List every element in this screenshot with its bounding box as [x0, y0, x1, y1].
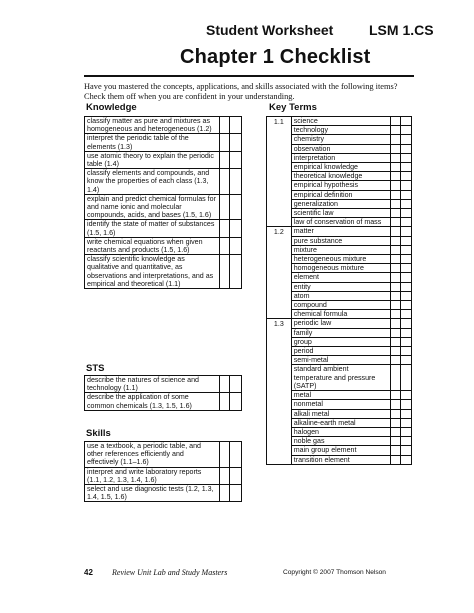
- key-term: noble gas: [291, 437, 390, 446]
- worksheet-label: Student Worksheet: [206, 22, 334, 38]
- checkbox-cell[interactable]: [230, 467, 242, 484]
- checkbox-cell[interactable]: [401, 190, 412, 199]
- checkbox-cell[interactable]: [390, 273, 401, 282]
- key-term-section: 1.2: [267, 227, 292, 319]
- checkbox-cell[interactable]: [390, 264, 401, 273]
- checkbox-cell[interactable]: [230, 194, 242, 220]
- key-term-row: [267, 117, 412, 126]
- checkbox-cell[interactable]: [390, 437, 401, 446]
- checkbox-cell[interactable]: [390, 218, 401, 227]
- key-term: law of conservation of mass: [291, 218, 390, 227]
- checklist-item-text: explain and predict chemical formulas for and name ionic and molecular compounds, acids, and bases (1.5, 1.6): [85, 194, 220, 220]
- checkbox-cell[interactable]: [220, 393, 230, 410]
- checkbox-cell[interactable]: [390, 190, 401, 199]
- key-term: alkaline-earth metal: [291, 418, 390, 427]
- checkbox-cell[interactable]: [220, 485, 230, 502]
- key-term: main group element: [291, 446, 390, 455]
- checklist-row: [85, 134, 242, 151]
- checkbox-cell[interactable]: [220, 151, 230, 168]
- key-term: metal: [291, 391, 390, 400]
- checkbox-cell[interactable]: [390, 135, 401, 144]
- skills-checklist: [84, 441, 242, 502]
- checkbox-cell[interactable]: [390, 328, 401, 337]
- checkbox-cell[interactable]: [230, 134, 242, 151]
- skills-heading: Skills: [86, 428, 111, 439]
- checkbox-cell[interactable]: [230, 237, 242, 254]
- checklist-row: [85, 220, 242, 237]
- checklist-item-text: describe the application of some common chemicals (1.3, 1.5, 1.6): [85, 393, 220, 410]
- key-term: homogeneous mixture: [291, 264, 390, 273]
- title-divider: [84, 75, 414, 77]
- checkbox-cell[interactable]: [220, 467, 230, 484]
- checkbox-cell[interactable]: [390, 245, 401, 254]
- checkbox-cell[interactable]: [230, 220, 242, 237]
- checkbox-cell[interactable]: [401, 255, 412, 264]
- checklist-row: [85, 194, 242, 220]
- checkbox-cell[interactable]: [401, 337, 412, 346]
- checkbox-cell[interactable]: [401, 227, 412, 236]
- worksheet-code: LSM 1.CS: [369, 22, 434, 38]
- checklist-item-text: describe the natures of science and technology (1.1): [85, 376, 220, 393]
- checkbox-cell[interactable]: [390, 144, 401, 153]
- key-term: halogen: [291, 427, 390, 436]
- key-term: compound: [291, 301, 390, 310]
- checkbox-cell[interactable]: [401, 163, 412, 172]
- checkbox-cell[interactable]: [390, 347, 401, 356]
- checkbox-cell[interactable]: [390, 427, 401, 436]
- checkbox-cell[interactable]: [401, 427, 412, 436]
- checkbox-cell[interactable]: [390, 181, 401, 190]
- checkbox-cell[interactable]: [390, 400, 401, 409]
- checkbox-cell[interactable]: [390, 255, 401, 264]
- checkbox-cell[interactable]: [220, 194, 230, 220]
- copyright: Copyright © 2007 Thomson Nelson: [283, 569, 386, 576]
- checkbox-cell[interactable]: [401, 273, 412, 282]
- checkbox-cell[interactable]: [390, 227, 401, 236]
- checklist-row: [85, 255, 242, 289]
- key-term-row: [267, 227, 412, 236]
- checkbox-cell[interactable]: [401, 135, 412, 144]
- key-term: heterogeneous mixture: [291, 255, 390, 264]
- checklist-item-text: classify matter as pure and mixtures as homogeneous and heterogeneous (1.2): [85, 117, 220, 134]
- checklist-row: [85, 467, 242, 484]
- sts-heading: STS: [86, 363, 105, 374]
- checkbox-cell[interactable]: [401, 391, 412, 400]
- checkbox-cell[interactable]: [220, 442, 230, 468]
- key-term: periodic law: [291, 319, 390, 328]
- checklist-row: [85, 393, 242, 410]
- checkbox-cell[interactable]: [390, 409, 401, 418]
- checkbox-cell[interactable]: [401, 446, 412, 455]
- key-term: empirical knowledge: [291, 163, 390, 172]
- checkbox-cell[interactable]: [401, 144, 412, 153]
- checkbox-cell[interactable]: [390, 236, 401, 245]
- checkbox-cell[interactable]: [220, 237, 230, 254]
- checkbox-cell[interactable]: [401, 199, 412, 208]
- key-term: nonmetal: [291, 400, 390, 409]
- checkbox-cell[interactable]: [390, 209, 401, 218]
- checkbox-cell[interactable]: [220, 134, 230, 151]
- checkbox-cell[interactable]: [390, 117, 401, 126]
- checkbox-cell[interactable]: [401, 347, 412, 356]
- book-title: Review Unit Lab and Study Masters: [112, 568, 228, 577]
- checkbox-cell[interactable]: [401, 218, 412, 227]
- checkbox-cell[interactable]: [401, 400, 412, 409]
- checkbox-cell[interactable]: [230, 442, 242, 468]
- key-term: period: [291, 347, 390, 356]
- checkbox-cell[interactable]: [230, 376, 242, 393]
- checkbox-cell[interactable]: [390, 172, 401, 181]
- key-term: group: [291, 337, 390, 346]
- checklist-item-text: use atomic theory to explain the periodic table (1.4): [85, 151, 220, 168]
- key-term: atom: [291, 291, 390, 300]
- checkbox-cell[interactable]: [390, 301, 401, 310]
- checklist-row: [85, 151, 242, 168]
- checkbox-cell[interactable]: [401, 291, 412, 300]
- knowledge-checklist: [84, 116, 242, 289]
- checkbox-cell[interactable]: [401, 181, 412, 190]
- key-term: technology: [291, 126, 390, 135]
- key-term: empirical definition: [291, 190, 390, 199]
- key-term: mixture: [291, 245, 390, 254]
- checkbox-cell[interactable]: [390, 163, 401, 172]
- page-title: Chapter 1 Checklist: [180, 46, 371, 68]
- checkbox-cell[interactable]: [230, 117, 242, 134]
- checkbox-cell[interactable]: [220, 117, 230, 134]
- checkbox-cell[interactable]: [401, 172, 412, 181]
- checkbox-cell[interactable]: [390, 199, 401, 208]
- checkbox-cell[interactable]: [390, 418, 401, 427]
- checkbox-cell[interactable]: [230, 151, 242, 168]
- key-term-section: 1.3: [267, 319, 292, 464]
- checkbox-cell[interactable]: [230, 485, 242, 502]
- key-term-row: [267, 319, 412, 328]
- key-term: standard ambient temperature and pressure (SATP): [291, 365, 390, 391]
- key-term: family: [291, 328, 390, 337]
- checkbox-cell[interactable]: [390, 291, 401, 300]
- intro-text: Have you mastered the concepts, applications, and skills associated with the following items? Check them off when you are confident in your understanding.: [84, 82, 398, 101]
- checklist-item-text: interpret and write laboratory reports (1.1, 1.2, 1.3, 1.4, 1.6): [85, 467, 220, 484]
- checkbox-cell[interactable]: [401, 301, 412, 310]
- key-term: entity: [291, 282, 390, 291]
- checkbox-cell[interactable]: [401, 319, 412, 328]
- checkbox-cell[interactable]: [390, 356, 401, 365]
- key-term-section: 1.1: [267, 117, 292, 227]
- checklist-row: [85, 169, 242, 195]
- checkbox-cell[interactable]: [401, 245, 412, 254]
- checkbox-cell[interactable]: [401, 328, 412, 337]
- key-term: alkali metal: [291, 409, 390, 418]
- checkbox-cell[interactable]: [401, 455, 412, 464]
- checkbox-cell[interactable]: [401, 209, 412, 218]
- checkbox-cell[interactable]: [390, 153, 401, 162]
- page-number: 42: [84, 568, 93, 577]
- checkbox-cell[interactable]: [220, 220, 230, 237]
- checklist-item-text: interpret the periodic table of the elements (1.3): [85, 134, 220, 151]
- checkbox-cell[interactable]: [401, 418, 412, 427]
- checkbox-cell[interactable]: [390, 455, 401, 464]
- checklist-item-text: identify the state of matter of substances (1.5, 1.6): [85, 220, 220, 237]
- key-term: empirical hypothesis: [291, 181, 390, 190]
- key-terms-checklist: [266, 116, 412, 465]
- checklist-row: [85, 376, 242, 393]
- checkbox-cell[interactable]: [401, 126, 412, 135]
- key-term: science: [291, 117, 390, 126]
- checklist-row: [85, 485, 242, 502]
- checklist-item-text: select and use diagnostic tests (1.2, 1.3, 1.4, 1.5, 1.6): [85, 485, 220, 502]
- key-term: observation: [291, 144, 390, 153]
- key-term: element: [291, 273, 390, 282]
- checkbox-cell[interactable]: [401, 236, 412, 245]
- key-term: generalization: [291, 199, 390, 208]
- checklist-item-text: classify scientific knowledge as qualitative and quantitative, as observations and interpretations, and as empirical and theoretical (1.1): [85, 255, 220, 289]
- checklist-item-text: use a textbook, a periodic table, and other references efficiently and effectively (1.1–1.6): [85, 442, 220, 468]
- checklist-item-text: write chemical equations when given reactants and products (1.5, 1.6): [85, 237, 220, 254]
- key-term: pure substance: [291, 236, 390, 245]
- checkbox-cell[interactable]: [230, 393, 242, 410]
- key-term: interpretation: [291, 153, 390, 162]
- checkbox-cell[interactable]: [401, 356, 412, 365]
- key-term: matter: [291, 227, 390, 236]
- checkbox-cell[interactable]: [230, 169, 242, 195]
- checkbox-cell[interactable]: [401, 409, 412, 418]
- checkbox-cell[interactable]: [220, 376, 230, 393]
- checkbox-cell[interactable]: [401, 153, 412, 162]
- key-term: semi-metal: [291, 356, 390, 365]
- checkbox-cell[interactable]: [390, 126, 401, 135]
- checkbox-cell[interactable]: [401, 437, 412, 446]
- checklist-row: [85, 117, 242, 134]
- checkbox-cell[interactable]: [401, 264, 412, 273]
- checkbox-cell[interactable]: [401, 282, 412, 291]
- knowledge-heading: Knowledge: [86, 102, 137, 113]
- checkbox-cell[interactable]: [220, 169, 230, 195]
- key-term: chemical formula: [291, 310, 390, 319]
- checkbox-cell[interactable]: [390, 446, 401, 455]
- checkbox-cell[interactable]: [390, 282, 401, 291]
- checkbox-cell[interactable]: [401, 365, 412, 391]
- key-terms-heading: Key Terms: [269, 102, 317, 113]
- checkbox-cell[interactable]: [230, 255, 242, 289]
- checkbox-cell[interactable]: [390, 310, 401, 319]
- checkbox-cell[interactable]: [401, 310, 412, 319]
- checkbox-cell[interactable]: [220, 255, 230, 289]
- key-term: scientific law: [291, 209, 390, 218]
- checkbox-cell[interactable]: [390, 391, 401, 400]
- key-term: theoretical knowledge: [291, 172, 390, 181]
- checklist-item-text: classify elements and compounds, and know the properties of each class (1.3, 1.4): [85, 169, 220, 195]
- checkbox-cell[interactable]: [401, 117, 412, 126]
- checkbox-cell[interactable]: [390, 319, 401, 328]
- checklist-row: [85, 237, 242, 254]
- checklist-row: [85, 442, 242, 468]
- checkbox-cell[interactable]: [390, 365, 401, 391]
- sts-checklist: [84, 375, 242, 411]
- checkbox-cell[interactable]: [390, 337, 401, 346]
- key-term: transition element: [291, 455, 390, 464]
- key-term: chemistry: [291, 135, 390, 144]
